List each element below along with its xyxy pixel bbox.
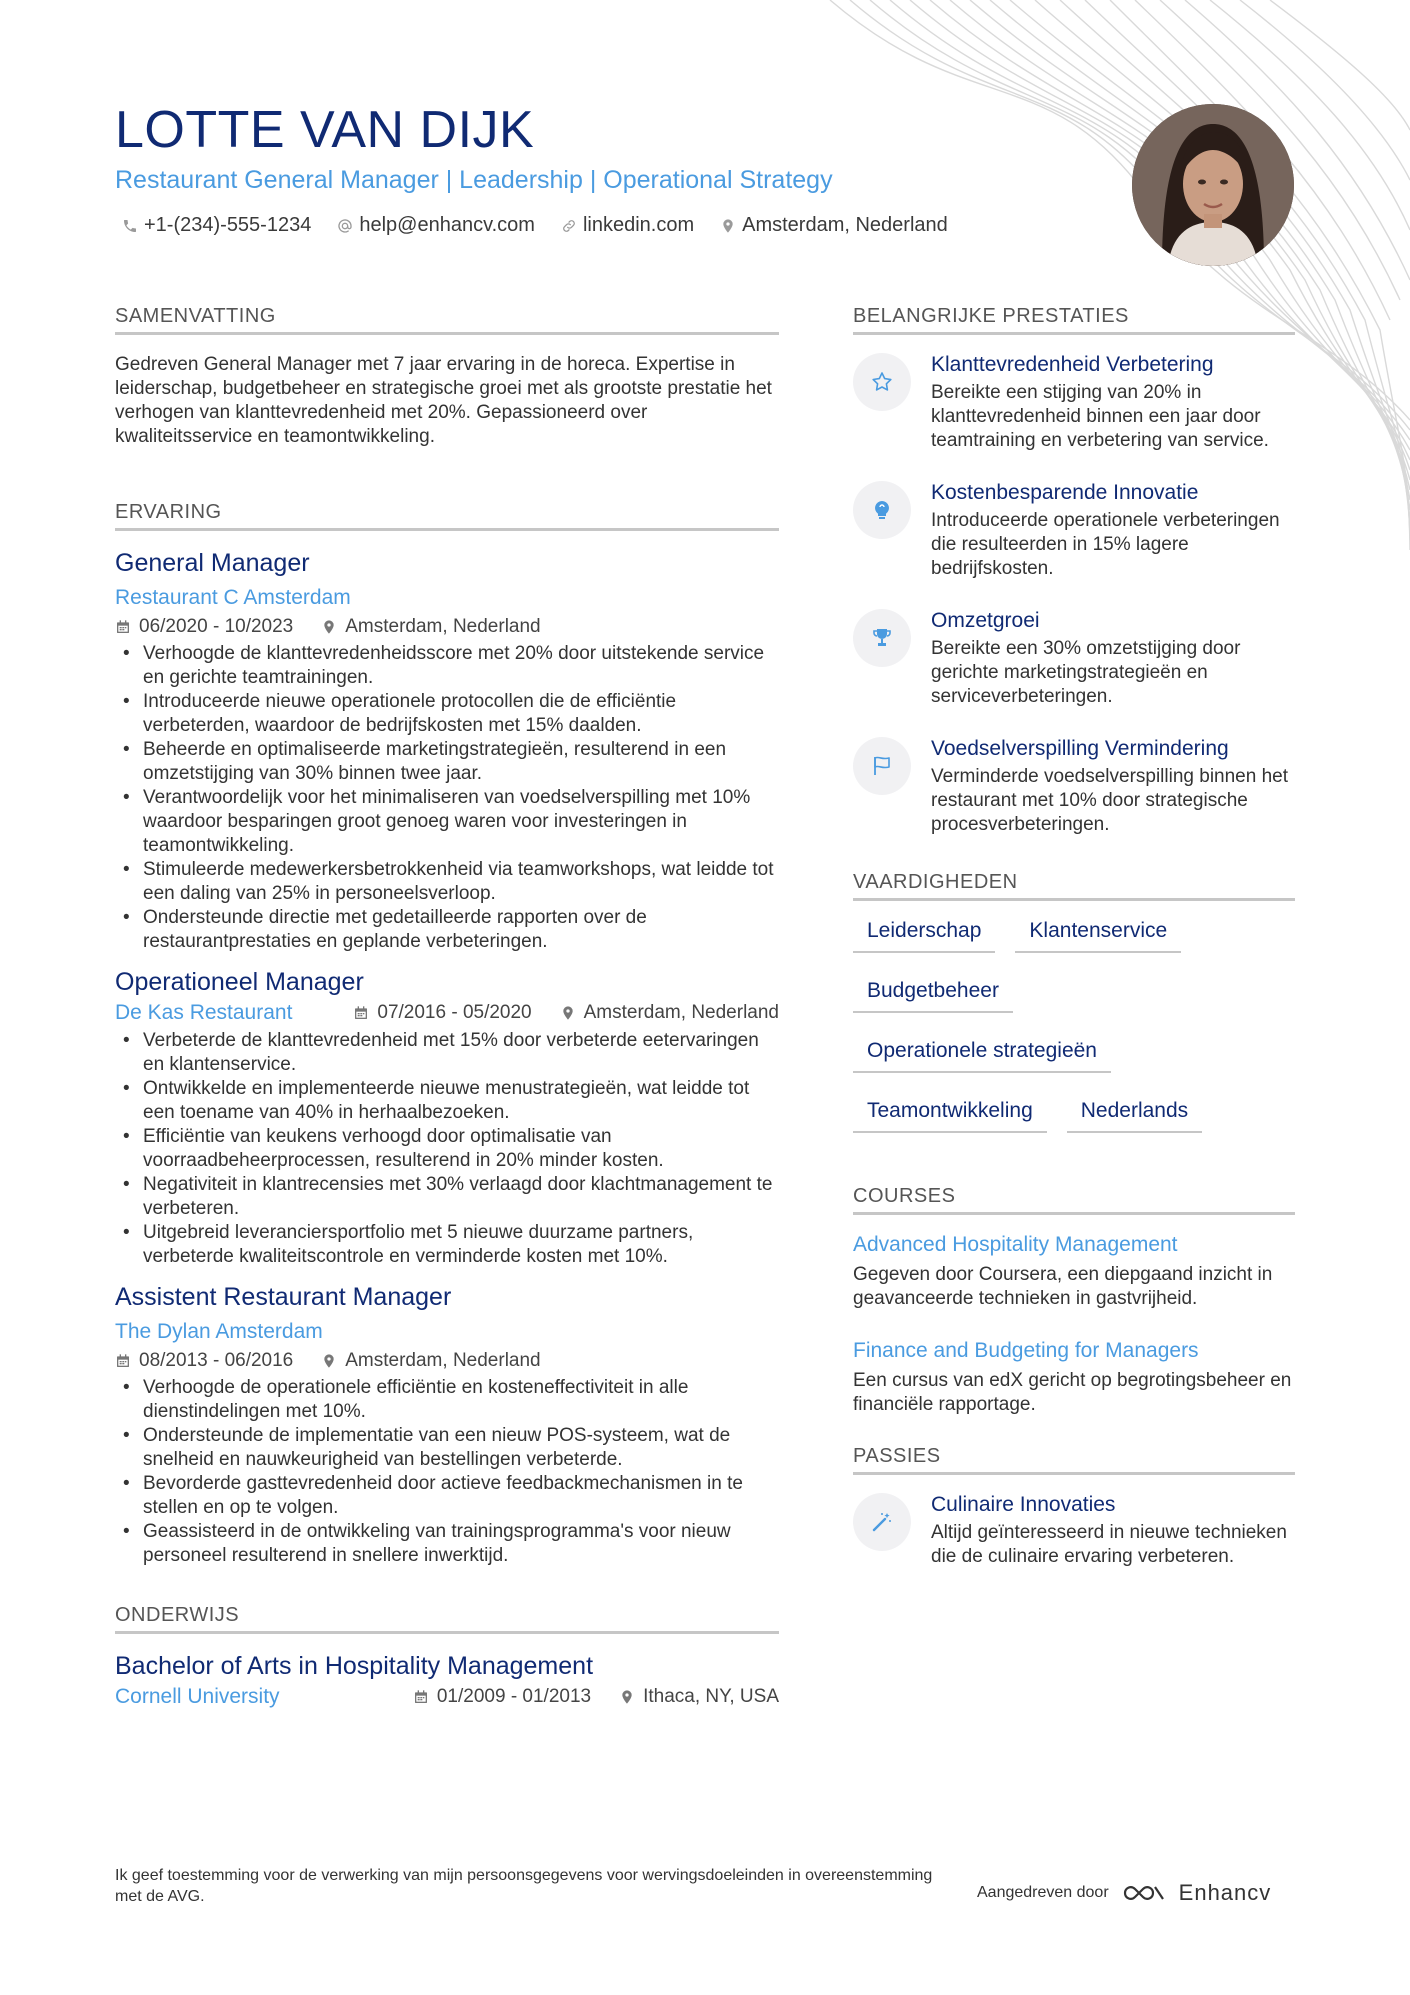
education-dates	[413, 1686, 591, 1708]
courses-section	[853, 1185, 1295, 1417]
job-location-text: Amsterdam, Nederland	[345, 616, 541, 637]
phone-text: +1-(234)-555-1234	[144, 214, 312, 236]
achievement-icon-wrap	[853, 353, 911, 411]
job-location	[321, 616, 540, 638]
job-location-text: Amsterdam, Nederland	[583, 1002, 779, 1023]
passion-item	[853, 1493, 1295, 1569]
contact-location	[720, 214, 948, 237]
job-title: General Manager	[115, 549, 310, 577]
company-name: The Dylan Amsterdam	[115, 1320, 323, 1343]
job-dates	[353, 1002, 531, 1024]
education-dates-text: 01/2009 - 01/2013	[436, 1686, 592, 1707]
trophy-icon	[870, 626, 894, 650]
location-text: Amsterdam, Nederland	[742, 214, 948, 236]
achievement-icon-wrap	[853, 481, 911, 539]
job-bullet: • Stimuleerde medewerkersbetrokkenheid via teamworkshops, wat leidde tot een daling van 25% in personeelsverloop.	[115, 858, 779, 906]
flag-icon	[870, 754, 894, 778]
left-column	[115, 305, 779, 1709]
courses-heading: COURSES	[853, 1185, 1295, 1215]
skill-tag: Klantenservice	[1015, 919, 1181, 953]
portrait-illustration	[1132, 104, 1294, 266]
achievement-item	[853, 737, 1295, 837]
location-pin-icon	[560, 1005, 576, 1021]
job-bullet: • Geassisteerd in de ontwikkeling van trainingsprogramma's voor nieuw personeel resulterend in snellere inwerktijd.	[115, 1520, 779, 1568]
education-location-text: Ithaca, NY, USA	[643, 1686, 779, 1707]
skill-tag: Budgetbeheer	[853, 979, 1013, 1013]
job-bullet: • Verhoogde de klanttevredenheidsscore met 20% door uitstekende service en gerichte teamtrainingen.	[115, 642, 779, 690]
course-item	[853, 1339, 1295, 1417]
location-pin-icon	[619, 1689, 635, 1705]
job-bullets	[115, 1029, 779, 1269]
job-bullet: • Uitgebreid leveranciersportfolio met 5 nieuwe duurzame partners, verbeterde kwaliteitscontrole en verminderde kosten met 10%.	[115, 1221, 779, 1269]
contact-linkedin[interactable]	[561, 214, 694, 237]
candidate-headline: Restaurant General Manager | Leadership | Operational Strategy	[115, 166, 833, 194]
course-title: Advanced Hospitality Management	[853, 1233, 1178, 1256]
course-title: Finance and Budgeting for Managers	[853, 1339, 1199, 1362]
job-dates	[115, 1350, 293, 1372]
job-bullet: • Introduceerde nieuwe operationele protocollen die de efficiëntie verbeterden, waardoor de bedrijfskosten met 15% daalden.	[115, 690, 779, 738]
job-location-text: Amsterdam, Nederland	[345, 1350, 541, 1371]
job-entry	[115, 549, 779, 954]
degree-title: Bachelor of Arts in Hospitality Management	[115, 1652, 594, 1680]
achievement-item	[853, 353, 1295, 453]
achievements-heading: BELANGRIJKE PRESTATIES	[853, 305, 1295, 335]
enhancv-logo-icon	[1121, 1881, 1167, 1905]
job-bullet: • Verbeterde de klanttevredenheid met 15% door verbeterde eetervaringen en klantenservice.	[115, 1029, 779, 1077]
email-text: help@enhancv.com	[359, 214, 535, 236]
location-pin-icon	[321, 619, 337, 635]
at-sign-icon	[337, 218, 353, 234]
job-location	[321, 1350, 540, 1372]
star-icon	[870, 370, 894, 394]
job-bullets	[115, 1376, 779, 1568]
job-bullet: • Ondersteunde de implementatie van een nieuw POS-systeem, wat de snelheid en nauwkeurigheid van bestellingen verbeterde.	[115, 1424, 779, 1472]
education-meta	[115, 1685, 779, 1709]
calendar-icon	[353, 1005, 369, 1021]
job-bullet: • Verhoogde de operationele efficiëntie en kosteneffectiviteit in alle dienstindelingen met 10%.	[115, 1376, 779, 1424]
job-title: Assistent Restaurant Manager	[115, 1283, 452, 1311]
calendar-icon	[115, 1353, 131, 1369]
passion-icon-wrap	[853, 1493, 911, 1551]
job-entry	[115, 968, 779, 1269]
job-dates	[115, 616, 293, 638]
job-bullet: • Verantwoordelijk voor het minimaliseren van voedselverspilling met 10% waardoor besparingen groot genoeg waren voor investeringen in teamontwikkeling.	[115, 786, 779, 858]
summary-section	[115, 305, 779, 449]
skills-list	[853, 919, 1295, 1133]
skill-tag: Leiderschap	[853, 919, 995, 953]
job-dates-text: 08/2013 - 06/2016	[139, 1350, 294, 1371]
achievement-desc: Bereikte een stijging van 20% in klanttevredenheid binnen een jaar door teamtraining en verbetering van service.	[931, 382, 1269, 451]
passions-heading: PASSIES	[853, 1445, 1295, 1475]
passion-desc: Altijd geïnteresseerd in nieuwe technieken die de culinaire ervaring verbeteren.	[931, 1522, 1287, 1567]
job-entry	[115, 1283, 779, 1568]
profile-photo	[1132, 104, 1294, 266]
achievements-section	[853, 305, 1295, 837]
achievement-desc: Verminderde voedselverspilling binnen het restaurant met 10% door strategische procesverbeteringen.	[931, 766, 1289, 835]
summary-heading: SAMENVATTING	[115, 305, 779, 335]
job-bullet: • Efficiëntie van keukens verhoogd door optimalisatie van voorraadbeheerprocessen, resulterend in 20% minder kosten.	[115, 1125, 779, 1173]
brand-name: Enhancv	[1178, 1880, 1272, 1905]
job-bullet: • Ontwikkelde en implementeerde nieuwe menustrategieën, wat leidde tot een toename van 40% in herhaalbezoeken.	[115, 1077, 779, 1125]
contact-phone[interactable]	[122, 214, 311, 237]
job-bullet: • Beheerde en optimaliseerde marketingstrategieën, resulterend in een omzetstijging van 30% binnen twee jaar.	[115, 738, 779, 786]
contact-email[interactable]	[337, 214, 535, 237]
job-bullets	[115, 642, 779, 954]
achievement-title: Voedselverspilling Vermindering	[931, 737, 1229, 760]
powered-by-label: Aangedreven door	[977, 1884, 1109, 1901]
calendar-icon	[115, 619, 131, 635]
education-heading: ONDERWIJS	[115, 1604, 779, 1634]
course-desc: Een cursus van edX gericht op begrotingsbeheer en financiële rapportage.	[853, 1370, 1292, 1415]
job-location	[560, 1002, 779, 1024]
summary-text: Gedreven General Manager met 7 jaar ervaring in de horeca. Expertise in leiderschap, budgetbeheer en strategische groei met als grootste prestatie het verhogen van klanttevredenheid met 20%. Gepassioneerd over kwaliteitsservice en teamontwikkeling.	[115, 354, 772, 447]
link-icon	[561, 218, 577, 234]
job-dates-text: 06/2020 - 10/2023	[139, 616, 294, 637]
achievement-item	[853, 481, 1295, 581]
achievement-title: Omzetgroei	[931, 609, 1040, 632]
company-name: De Kas Restaurant	[115, 1001, 293, 1024]
job-bullet: • Negativiteit in klantrecensies met 30% verlaagd door klachtmanagement te verbeteren.	[115, 1173, 779, 1221]
calendar-icon	[413, 1689, 429, 1705]
consent-text: Ik geef toestemming voor de verwerking van mijn persoonsgegevens voor wervingsdoeleinden in overeenstemming met de AVG.	[115, 1867, 933, 1905]
school-name: Cornell University	[115, 1685, 280, 1708]
course-desc: Gegeven door Coursera, een diepgaand inzicht in geavanceerde technieken in gastvrijheid.	[853, 1264, 1273, 1309]
company-name: Restaurant C Amsterdam	[115, 586, 351, 609]
right-column	[853, 305, 1295, 1597]
achievement-icon-wrap	[853, 737, 911, 795]
phone-icon	[122, 218, 138, 234]
achievement-icon-wrap	[853, 609, 911, 667]
job-dates-text: 07/2016 - 05/2020	[377, 1002, 532, 1023]
skill-tag: Nederlands	[1067, 1099, 1202, 1133]
achievement-item	[853, 609, 1295, 709]
lightbulb-icon	[870, 498, 894, 522]
achievement-title: Klanttevredenheid Verbetering	[931, 353, 1214, 376]
job-meta	[115, 1350, 779, 1372]
contact-row	[122, 214, 948, 237]
achievement-desc: Introduceerde operationele verbeteringen die resulteerden in 15% lagere bedrijfskosten.	[931, 510, 1280, 579]
achievement-desc: Bereikte een 30% omzetstijging door gerichte marketingstrategieën en serviceverbeteringen.	[931, 638, 1241, 707]
experience-section	[115, 501, 779, 1568]
linkedin-text: linkedin.com	[582, 214, 695, 236]
skill-tag: Operationele strategieën	[853, 1039, 1111, 1073]
experience-heading: ERVARING	[115, 501, 779, 531]
job-meta	[115, 1001, 779, 1025]
passions-section	[853, 1445, 1295, 1569]
location-pin-icon	[720, 218, 736, 234]
magic-wand-icon	[870, 1510, 894, 1534]
skills-section	[853, 871, 1295, 1133]
job-bullet: • Bevorderde gasttevredenheid door actieve feedbackmechanismen in te stellen en op te volgen.	[115, 1472, 779, 1520]
skill-tag: Teamontwikkeling	[853, 1099, 1047, 1133]
course-item	[853, 1233, 1295, 1311]
skills-heading: VAARDIGHEDEN	[853, 871, 1295, 901]
job-meta	[115, 616, 779, 638]
achievement-title: Kostenbesparende Innovatie	[931, 481, 1199, 504]
candidate-name: LOTTE VAN DIJK	[115, 101, 535, 159]
job-bullet: • Ondersteunde directie met gedetailleerde rapporten over de restaurantprestaties en geplande verbeteringen.	[115, 906, 779, 954]
job-title: Operationeel Manager	[115, 968, 364, 996]
education-section	[115, 1604, 779, 1709]
location-pin-icon	[321, 1353, 337, 1369]
powered-by[interactable]	[977, 1880, 1271, 1906]
education-location	[619, 1686, 779, 1708]
passion-title: Culinaire Innovaties	[931, 1493, 1116, 1516]
